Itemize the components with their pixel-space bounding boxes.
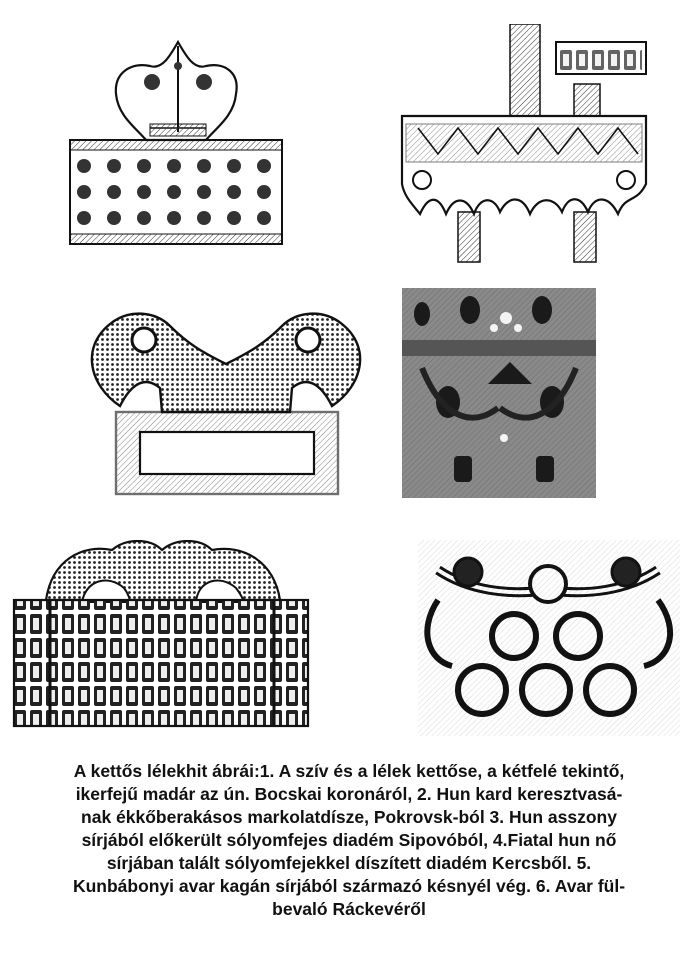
figure-5-knife-sheath-end [12, 540, 310, 730]
figure-caption [8, 760, 690, 921]
caption-line-1: A kettős lélekhit ábrái:1. A szív és a lélek kettőse, a kétfelé tekintő, [73, 761, 625, 781]
figure-6-avar-earring [418, 540, 680, 736]
figure-4-diadem-kercs-photo [402, 288, 596, 498]
caption-line-6: Kunbábonyi avar kagán sírjából származó késnyél vég. 6. Avar fül- [72, 876, 626, 896]
caption-line-7: bevaló Ráckevéről [272, 899, 426, 919]
caption-line-3: nak ékkőberakásos markolatdísze, Pokrovsk-ból 3. Hun asszony [81, 807, 617, 827]
caption-line-2: ikerfejű madár az ún. Bocskai koronáról, 2. Hun kard keresztvasá- [75, 784, 623, 804]
caption-line-4: sírjából előkerült sólyomfejes diadém Sipovóból, 4.Fiatal hun nő [81, 830, 617, 850]
figure-1-crown-fragment [66, 36, 286, 248]
figure-2-sword-hilt [398, 24, 658, 264]
figure-3-diadem-sipovo [80, 292, 372, 504]
caption-line-5: sírjában talált sólyomfejekkel díszített diadém Kercsből. 5. [106, 853, 592, 873]
